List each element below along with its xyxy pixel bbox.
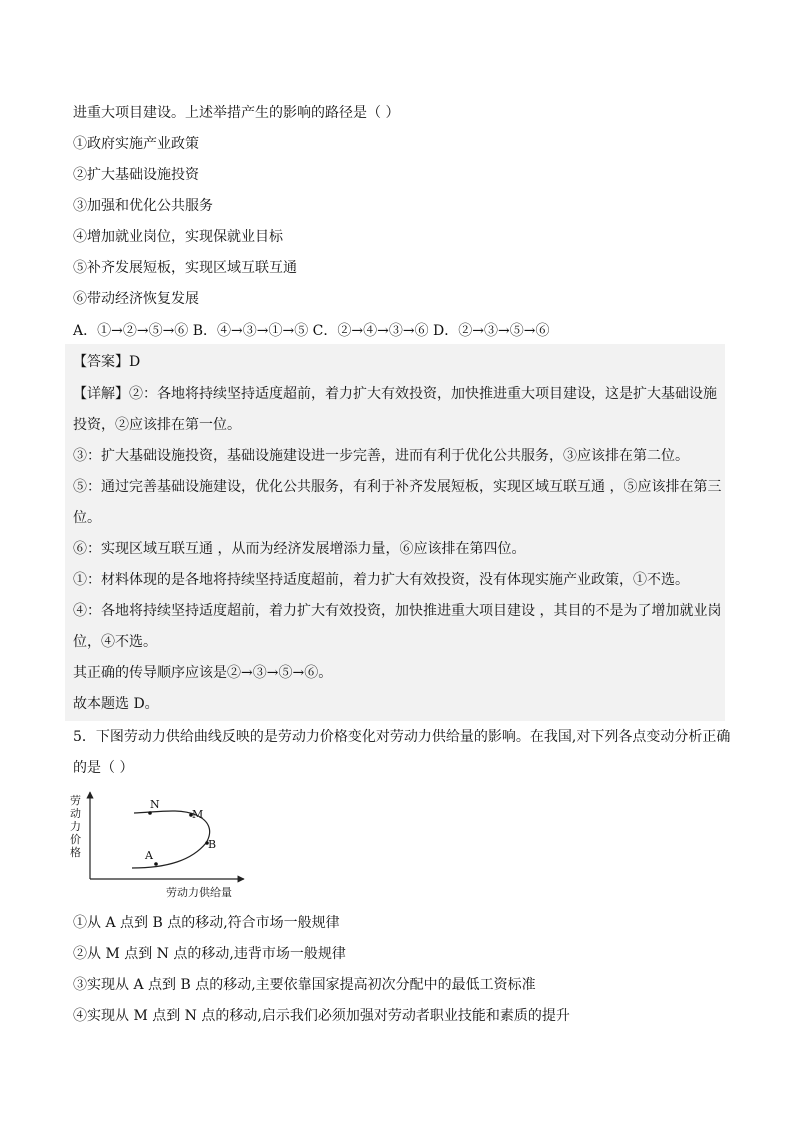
point-a-label: A [145,849,153,862]
q5-item-4: ④实现从 M 点到 N 点的移动,启示我们必须加强对劳动者职业技能和素质的提升 [73,1008,570,1024]
labor-supply-graph [68,788,248,900]
answer-detail-line: ⑤：通过完善基础设施建设，优化公共服务，有利于补齐发展短板，实现区域互联互通 ，⑤应该排在第三 [73,479,722,495]
answer-detail-line: 位。 [73,510,101,526]
y-axis-label-char: 格 [70,846,81,859]
answer-detail-line: 其正确的传导顺序应该是②→③→⑤→⑥。 [73,665,333,681]
answer-detail-line: 位，④不选。 [73,634,157,650]
q4-item-1: ①政府实施产业政策 [73,136,199,152]
point-a-marker [154,862,158,866]
x-axis-label: 劳动力供给量 [166,886,232,899]
answer-detail-line: 【详解】②：各地将持续坚持适度超前，着力扩大有效投资，加快推进重大项目建设，这是扩大基础设施 [73,386,717,402]
y-axis-label-char: 价 [70,833,81,846]
q4-item-5: ⑤补齐发展短板，实现区域互联互通 [73,260,297,276]
q5-stem-line-1: 5．下图劳动力供给曲线反映的是劳动力价格变化对劳动力供给量的影响。在我国,对下列各点变动分析正确 [73,729,731,745]
q4-item-3: ③加强和优化公共服务 [73,198,213,214]
q4-item-2: ②扩大基础设施投资 [73,167,199,183]
point-b-label: B [208,838,217,851]
answer-label: 【答案】D [73,354,141,370]
answer-detail-line: ④：各地将持续坚持适度超前，着力扩大有效投资，加快推进重大项目建设 ，其目的不是为了增加就业岗 [73,603,722,619]
q4-options: A．①→②→⑤→⑥ B．④→③→①→⑤ C．②→④→③→⑥ D．②→③→⑤→⑥ [73,323,550,339]
labor-supply-svg [68,788,248,900]
y-axis-label-char: 动 [70,807,81,820]
point-n-label: N [150,798,160,811]
q5-stem-line-2: 的是（ ） [73,760,134,776]
q4-stem-end: 进重大项目建设。上述举措产生的影响的路径是（ ） [73,105,400,121]
q5-item-3: ③实现从 A 点到 B 点的移动,主要依靠国家提高初次分配中的最低工资标准 [73,977,536,993]
q5-item-2: ②从 M 点到 N 点的移动,违背市场一般规律 [73,946,346,962]
answer-detail-line: 投资，②应该排在第一位。 [73,417,241,433]
y-axis-label-char: 力 [70,820,81,833]
q5-item-1: ①从 A 点到 B 点的移动,符合市场一般规律 [73,915,340,931]
point-m-label: M [192,808,204,821]
q4-item-4: ④增加就业岗位，实现保就业目标 [73,229,283,245]
answer-detail-line: ①：材料体现的是各地将持续坚持适度超前，着力扩大有效投资，没有体现实施产业政策，①不选。 [73,572,689,588]
answer-detail-line: 故本题选 D。 [73,696,159,712]
answer-detail-line: ⑥：实现区域互联互通 ，从而为经济发展增添力量，⑥应该排在第四位。 [73,541,526,557]
q4-item-6: ⑥带动经济恢复发展 [73,291,199,307]
answer-detail-line: ③：扩大基础设施投资，基础设施建设进一步完善，进而有利于优化公共服务，③应该排在第二位。 [73,448,689,464]
point-n-marker [148,811,152,815]
y-axis-label-char: 劳 [70,794,81,807]
